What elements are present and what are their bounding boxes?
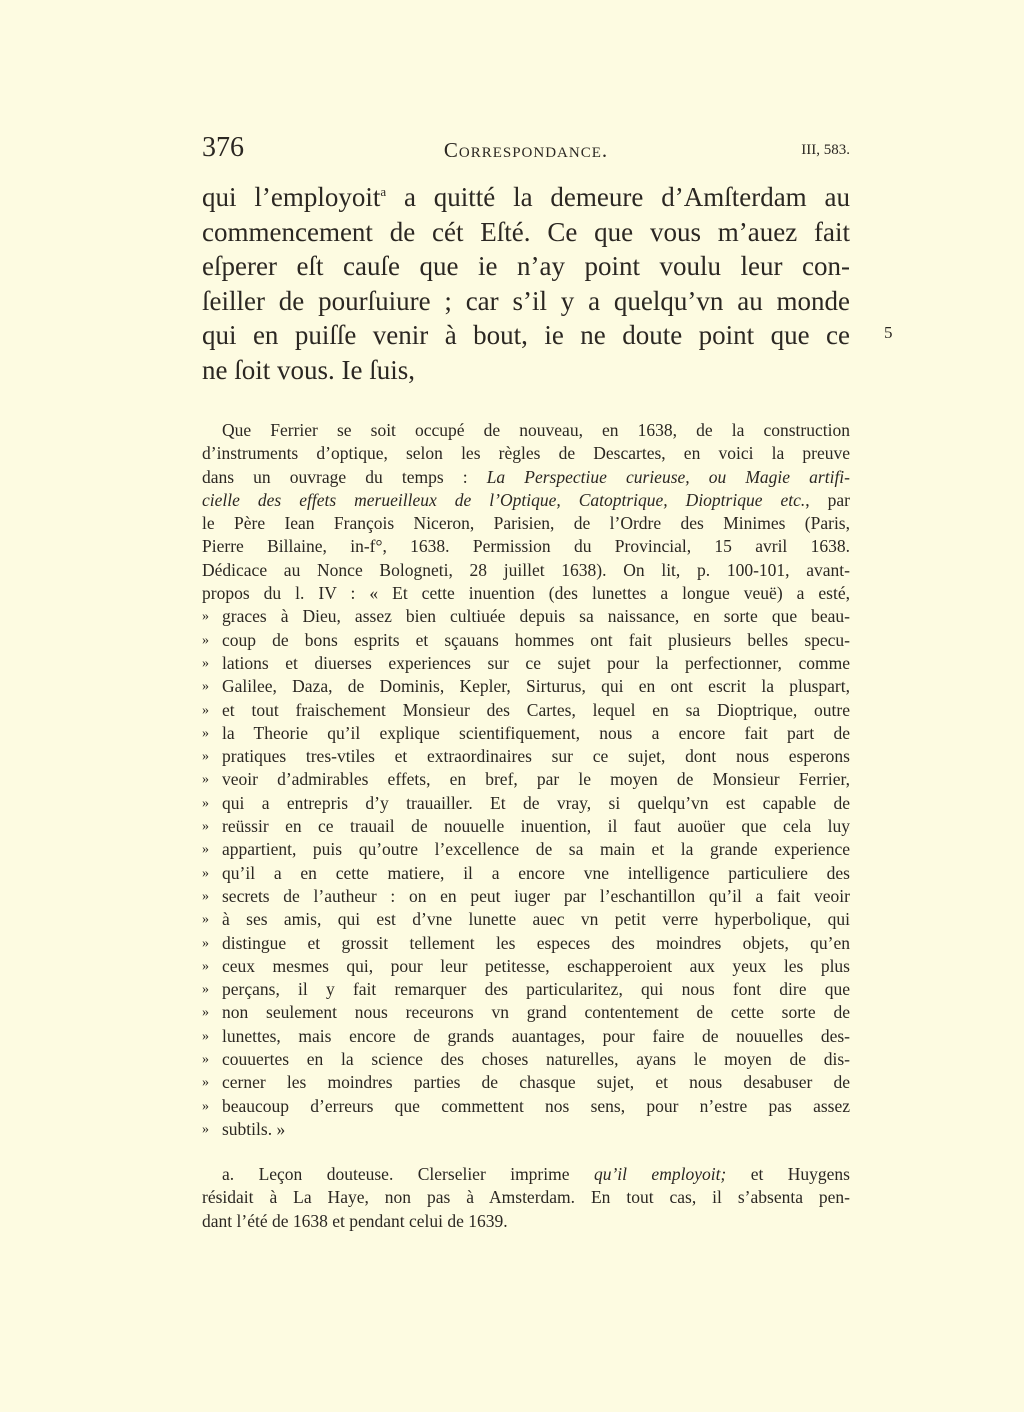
quote-mark: » bbox=[202, 632, 209, 648]
quotation-line: » la Theorie qu’il explique scientifiquement, nous a encore fait part de bbox=[202, 722, 850, 745]
quotation-line: » ceux mesmes qui, pour leur petitesse, eschapperoient aux yeux les plus bbox=[202, 955, 850, 978]
quote-mark: » bbox=[202, 725, 209, 741]
page-number: 376 bbox=[202, 132, 244, 163]
quote-mark: » bbox=[202, 912, 209, 928]
letter-reference: III, 583. bbox=[801, 142, 850, 158]
quote-mark: » bbox=[202, 819, 209, 835]
quotation-line: » non seulement nous receurons vn grand contentement de cette sorte de bbox=[202, 1001, 850, 1024]
quote-mark: » bbox=[202, 1005, 209, 1021]
quote-mark: » bbox=[202, 935, 209, 951]
quotation-line: » secrets de l’autheur : on en peut iuger par l’eschantillon qu’il a fait veoir bbox=[202, 885, 850, 908]
quote-mark: » bbox=[202, 865, 209, 881]
commentary-line: dans un ouvrage du temps : La Perspectiue curieuse, ou Magie artifi- bbox=[202, 466, 850, 487]
letter-line: ſeiller de pourſuiure ; car s’il y a quelqu’vn au monde bbox=[202, 285, 850, 316]
quote-mark: » bbox=[202, 1028, 209, 1044]
letter-line: qui en puiſſe venir à bout, ie ne doute point que ce bbox=[202, 320, 850, 350]
quote-mark: » bbox=[202, 1075, 209, 1091]
commentary-line: d’instruments d’optique, selon les règles de Descartes, en voici la preuve bbox=[202, 443, 850, 464]
quotation-line: » Galilee, Daza, de Dominis, Kepler, Sirturus, qui en ont escrit la pluspart, bbox=[202, 675, 850, 698]
book-title: La Perspectiue curieuse, ou Magie artifi- bbox=[486, 466, 850, 487]
quotation-line: » subtils. » bbox=[202, 1118, 850, 1141]
margin-line-number: 5 bbox=[884, 323, 893, 342]
quotation-line: » coup de bons esprits et sçauans hommes ont fait plusieurs belles specu- bbox=[202, 629, 850, 652]
quotation-line: » reüssir en ce trauail de nouuelle inuention, il faut auoüer que cela luy bbox=[202, 815, 850, 838]
quotation-line: » pratiques tres-vtiles et extraordinaires sur ce sujet, dont nous esperons bbox=[202, 745, 850, 768]
running-title: Correspondance. bbox=[443, 138, 609, 162]
quotation-line: » distingue et grossit tellement les especes des moindres objets, qu’en bbox=[202, 932, 850, 955]
quote-mark: » bbox=[202, 655, 209, 671]
letter-line: eſperer eſt cauſe que ie n’ay point voulu leur con- bbox=[202, 251, 850, 281]
quote-mark: » bbox=[202, 982, 209, 998]
quote-mark: » bbox=[202, 772, 209, 788]
letter-line: ne ſoit vous. Ie ſuis, bbox=[202, 354, 415, 385]
letter-line: commencement de cét Eſté. Ce que vous m’auez fait bbox=[202, 216, 850, 247]
quotation-line: » lunettes, mais encore de grands auantages, pour faire de nouuelles des- bbox=[202, 1025, 850, 1048]
quotation-line: » qu’il a en cette matiere, il a encore vne intelligence particuliere des bbox=[202, 862, 850, 885]
footnote-line: résidait à La Haye, non pas à Amsterdam. En tout cas, il s’absenta pen- bbox=[202, 1187, 850, 1208]
running-header bbox=[202, 132, 850, 168]
quotation-line: » appartient, puis qu’outre l’excellence de sa main et la grande experience bbox=[202, 838, 850, 861]
commentary-line: Que Ferrier se soit occupé de nouveau, en 1638, de la construction bbox=[222, 420, 850, 440]
quote-mark: » bbox=[202, 888, 209, 904]
quote-mark: » bbox=[202, 609, 209, 625]
letter-line: qui l’employoit$^a$ a quitté la demeure d’Amſterdam au bbox=[202, 182, 850, 212]
quote-mark: » bbox=[202, 1121, 209, 1137]
quotation-line: » veoir d’admirables effets, en bref, par le moyen de Monsieur Ferrier, bbox=[202, 768, 850, 791]
quote-mark: » bbox=[202, 749, 209, 765]
footnote-marker: a bbox=[380, 184, 387, 199]
quote-mark: » bbox=[202, 1098, 209, 1114]
quotation-line: » cerner les moindres parties de chasque sujet, et nous desabuser de bbox=[202, 1071, 850, 1094]
footnote-line: dant l’été de 1638 et pendant celui de 1639. bbox=[202, 1210, 508, 1231]
quotation-line: » et tout fraischement Monsieur des Cartes, lequel en sa Dioptrique, outre bbox=[202, 699, 850, 722]
letter-text bbox=[202, 180, 850, 387]
quote-mark: » bbox=[202, 702, 209, 718]
commentary-line: propos du l. IV : « Et cette inuention (des lunettes a longue veuë) a esté, bbox=[202, 583, 850, 604]
commentary-line: cielle des effets merueilleux de l’Optique, Catoptrique, Dioptrique etc., par bbox=[202, 489, 850, 510]
quotation-line: » beaucoup d’erreurs que commettent nos sens, pour n’estre pas assez bbox=[202, 1095, 850, 1118]
quote-mark: » bbox=[202, 1052, 209, 1068]
quotation-line: » à ses amis, qui est d’vne lunette auec vn petit verre hyperbolique, qui bbox=[202, 908, 850, 931]
commentary-line: Pierre Billaine, in-f°, 1638. Permission du Provincial, 15 avril 1638. bbox=[202, 536, 850, 557]
footnote-line: a. Leçon douteuse. Clerselier imprime qu’il employoit; et Huygens bbox=[222, 1164, 850, 1184]
quote-mark: » bbox=[202, 679, 209, 695]
quote-mark: » bbox=[202, 842, 209, 858]
quotation-line: » couuertes en la science des choses naturelles, ayans le moyen de dis- bbox=[202, 1048, 850, 1071]
footnote bbox=[202, 1163, 850, 1233]
quotation-line: » qui a entrepris d’y trauailler. Et de vray, si quelqu’vn est capable de bbox=[202, 792, 850, 815]
book-title: cielle des effets merueilleux de l’Optique, Catoptrique, Dioptrique etc. bbox=[202, 489, 806, 510]
quotation-block bbox=[202, 605, 850, 1141]
quotation-line: » graces à Dieu, assez bien cultiuée depuis sa naissance, en sorte que beau- bbox=[202, 605, 850, 628]
commentary-line: le Père Iean François Niceron, Parisien, de l’Ordre des Minimes (Paris, bbox=[202, 513, 850, 534]
quotation-line: » lations et diuerses experiences sur ce sujet pour la perfectionner, comme bbox=[202, 652, 850, 675]
quote-mark: » bbox=[202, 958, 209, 974]
commentary-line: Dédicace au Nonce Bologneti, 28 juillet 1638). On lit, p. 100-101, avant- bbox=[202, 559, 850, 580]
quote-mark: » bbox=[202, 795, 209, 811]
editorial-commentary bbox=[202, 419, 850, 1141]
quotation-line: » perçans, il y fait remarquer des particularitez, qui nous font dire que bbox=[202, 978, 850, 1001]
